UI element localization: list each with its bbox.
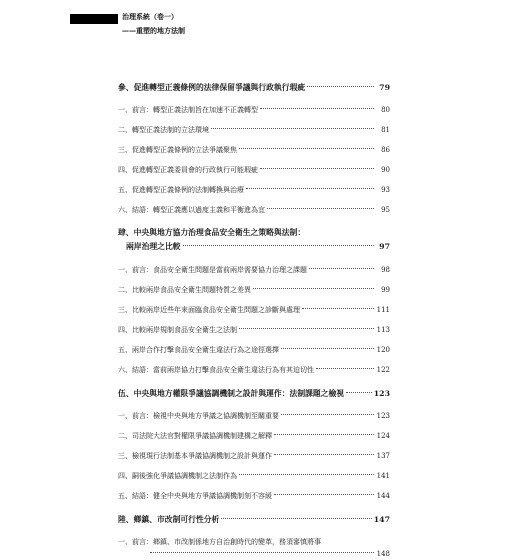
leader-dots (309, 268, 374, 269)
toc-section-title-cont: 兩岸治理之比較 (126, 242, 181, 251)
toc-section-4 (118, 226, 390, 254)
toc-item (118, 324, 390, 336)
leader-dots (183, 245, 374, 246)
toc-section-title: 參、促進轉型正義條例的法律保留爭議與行政執行瑕疵 (118, 83, 306, 92)
toc-item-text: 三、促進轉型正義條例的立法爭議聚焦 (118, 146, 237, 154)
toc-section-6 (118, 512, 390, 528)
toc-page-number: 95 (381, 206, 390, 214)
leader-dots (274, 434, 374, 435)
toc-item (118, 264, 390, 276)
leader-dots (281, 348, 374, 349)
toc-page-number: 93 (381, 186, 390, 194)
toc-item (118, 410, 390, 422)
toc-item-text: 四、比較兩岸規制食品安全衛生之法制 (118, 326, 237, 334)
toc-section-title: 陸、鄉鎮、市改制可行性分析 (118, 515, 220, 524)
toc-page-number: 98 (381, 266, 390, 274)
leader-dots (239, 474, 374, 475)
toc-item (118, 470, 390, 482)
leader-dots (260, 168, 374, 169)
toc-item (118, 490, 390, 502)
toc-item (118, 144, 390, 156)
toc-section-title: 肆、中央與地方協力治理食品安全衛生之策略與法制： (118, 228, 306, 237)
leader-dots (260, 108, 374, 109)
toc-page-number: 113 (376, 326, 390, 334)
toc-item-text: 二、比較兩岸食品安全衛生問題特質之差異 (118, 286, 251, 294)
toc-item (118, 450, 390, 462)
toc-item (118, 104, 390, 116)
leader-dots (316, 368, 374, 369)
toc-section-title: 伍、中央與地方權限爭議協調機制之設計與運作：法制課題之檢視 (118, 389, 345, 398)
toc-page-number: 97 (379, 242, 390, 251)
toc-page-number: 123 (376, 412, 390, 420)
toc-page-number: 90 (381, 166, 390, 174)
header-black-bar (70, 14, 118, 24)
leader-dots (246, 188, 374, 189)
leader-dots (221, 518, 371, 519)
toc-item (118, 344, 390, 356)
running-header-title: 治理系統（卷一） (122, 12, 178, 21)
leader-dots (253, 288, 374, 289)
toc-page-number: 122 (376, 366, 390, 374)
running-header-subtitle: ——重塑的地方法制 (122, 26, 185, 35)
toc-section-3 (118, 80, 390, 96)
leader-dots (239, 328, 374, 329)
leader-dots (307, 86, 374, 87)
toc-page-number: 111 (376, 306, 390, 314)
toc-item-text: 五、促進轉型正義條例的法制轉換與治療 (118, 186, 244, 194)
toc-item-text: 一、前言：食品安全衛生問題是當前兩岸需要協力治理之課題 (118, 266, 307, 274)
toc-item-text: 六、結語：當前兩岸協力打擊食品安全衛生違法行為有其迫切性 (118, 366, 314, 374)
toc-page-number: 81 (381, 126, 390, 134)
toc-item-text: 一、前言：轉型正義法制旨在加速不正義轉型 (118, 106, 258, 114)
toc-page-number: 124 (376, 432, 390, 440)
toc-item-text: 一、前言：檢視中央與地方爭議之協調機制至關重要 (118, 412, 279, 420)
leader-dots (274, 454, 374, 455)
toc-item-text: 二、轉型正義法制的立法環境 (118, 126, 209, 134)
leader-dots (346, 392, 372, 393)
toc-item-text: 二、司法院大法官對權限爭議協調機制建構之解釋 (118, 432, 272, 440)
toc-item (118, 284, 390, 296)
leader-dots (239, 148, 374, 149)
leader-dots (302, 308, 374, 309)
toc-item (118, 124, 390, 136)
leader-dots (274, 494, 374, 495)
toc-item-text: 五、兩岸合作打擊食品安全衛生違法行為之途徑選擇 (118, 346, 279, 354)
toc-item-text: 三、檢視現行法制基本爭議協調機制之設計與運作 (118, 452, 272, 460)
toc-item (118, 364, 390, 376)
leader-dots (281, 414, 374, 415)
toc-item (118, 184, 390, 196)
toc-item-text: 六、結語：轉型正義應以過度主義和平衡進為宜 (118, 206, 265, 214)
toc-item (118, 536, 390, 560)
toc-item-text: 四、嗣後強化爭議協調機制之法制作為 (118, 472, 237, 480)
toc-page-number: 86 (381, 146, 390, 154)
toc-item (118, 304, 390, 316)
toc-item-text: 三、比較兩岸近些年來面臨食品安全衛生問題之診斷與處理 (118, 306, 300, 314)
toc-page-number: 144 (376, 492, 390, 500)
toc-page-number: 120 (376, 346, 390, 354)
leader-dots (150, 552, 374, 553)
toc-page-number: 79 (379, 83, 390, 92)
toc-page-number: 148 (376, 550, 390, 558)
toc-section-5 (118, 386, 390, 402)
toc-item (118, 204, 390, 216)
toc-page-number: 99 (381, 286, 390, 294)
toc-page-number: 147 (373, 515, 390, 524)
table-of-contents (118, 80, 390, 560)
toc-item-text: 一、前言：鄉鎮、市改制係地方自治創時代的變革，務須審慎將事 (118, 538, 321, 546)
toc-page-number: 137 (376, 452, 390, 460)
toc-page-number: 141 (376, 472, 390, 480)
leader-dots (267, 208, 374, 209)
toc-page-number: 123 (373, 389, 390, 398)
leader-dots (211, 128, 374, 129)
toc-page-number: 80 (381, 106, 390, 114)
toc-item (118, 164, 390, 176)
toc-item-text: 五、結語：健全中央與地方爭議協調機制刻不容緩 (118, 492, 272, 500)
toc-item (118, 430, 390, 442)
toc-item-text: 四、促進轉型正義委員會的行政執行可能瑕疵 (118, 166, 258, 174)
